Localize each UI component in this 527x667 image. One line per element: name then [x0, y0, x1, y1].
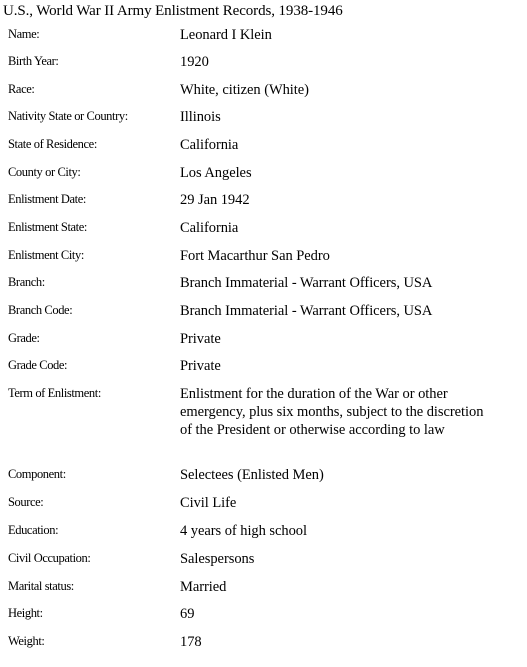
document-title: U.S., World War II Army Enlistment Records, 1938-1946	[3, 3, 343, 19]
field-label-grade-code: Grade Code:	[8, 358, 68, 372]
field-label-term-of-enlistment: Term of Enlistment:	[8, 386, 101, 400]
field-value-enlistment-date: 29 Jan 1942	[180, 192, 250, 208]
field-value-race: White, citizen (White)	[180, 82, 309, 98]
field-value-grade: Private	[180, 331, 221, 347]
field-value-enlistment-state: California	[180, 220, 239, 236]
field-label-branch-code: Branch Code:	[8, 303, 73, 317]
field-label-name: Name:	[8, 27, 40, 41]
field-value-component: Selectees (Enlisted Men)	[180, 467, 324, 483]
field-value-branch-code: Branch Immaterial - Warrant Officers, USA	[180, 303, 433, 319]
field-label-weight: Weight:	[8, 634, 45, 648]
field-label-county-or-city: County or City:	[8, 165, 81, 179]
field-value-branch: Branch Immaterial - Warrant Officers, USA	[180, 275, 433, 291]
field-value-county-or-city: Los Angeles	[180, 165, 252, 181]
field-value-marital-status: Married	[180, 579, 227, 595]
field-value-education: 4 years of high school	[180, 523, 307, 539]
field-label-enlistment-date: Enlistment Date:	[8, 192, 86, 206]
field-label-birth-year: Birth Year:	[8, 54, 59, 68]
field-value-term-of-enlistment: Enlistment for the duration of the War or other emergency, plus six months, subject to the discretion of the President or otherwise according to law	[180, 386, 484, 438]
field-label-state-of-residence: State of Residence:	[8, 137, 97, 151]
field-value-weight: 178	[180, 634, 202, 650]
field-label-branch: Branch:	[8, 275, 45, 289]
field-label-source: Source:	[8, 495, 44, 509]
field-label-marital-status: Marital status:	[8, 579, 74, 593]
field-label-education: Education:	[8, 523, 59, 537]
field-value-height: 69	[180, 606, 195, 622]
field-label-grade: Grade:	[8, 331, 40, 345]
field-value-source: Civil Life	[180, 495, 237, 511]
field-value-name: Leonard I Klein	[180, 27, 272, 43]
field-label-race: Race:	[8, 82, 35, 96]
field-label-nativity: Nativity State or Country:	[8, 109, 128, 123]
field-value-civil-occupation: Salespersons	[180, 551, 255, 567]
field-value-nativity: Illinois	[180, 109, 221, 125]
field-label-enlistment-city: Enlistment City:	[8, 248, 84, 262]
field-label-component: Component:	[8, 467, 66, 481]
field-value-state-of-residence: California	[180, 137, 239, 153]
field-value-grade-code: Private	[180, 358, 221, 374]
field-value-enlistment-city: Fort Macarthur San Pedro	[180, 248, 330, 264]
field-value-birth-year: 1920	[180, 54, 209, 70]
field-label-height: Height:	[8, 606, 43, 620]
field-label-civil-occupation: Civil Occupation:	[8, 551, 91, 565]
field-label-enlistment-state: Enlistment State:	[8, 220, 87, 234]
